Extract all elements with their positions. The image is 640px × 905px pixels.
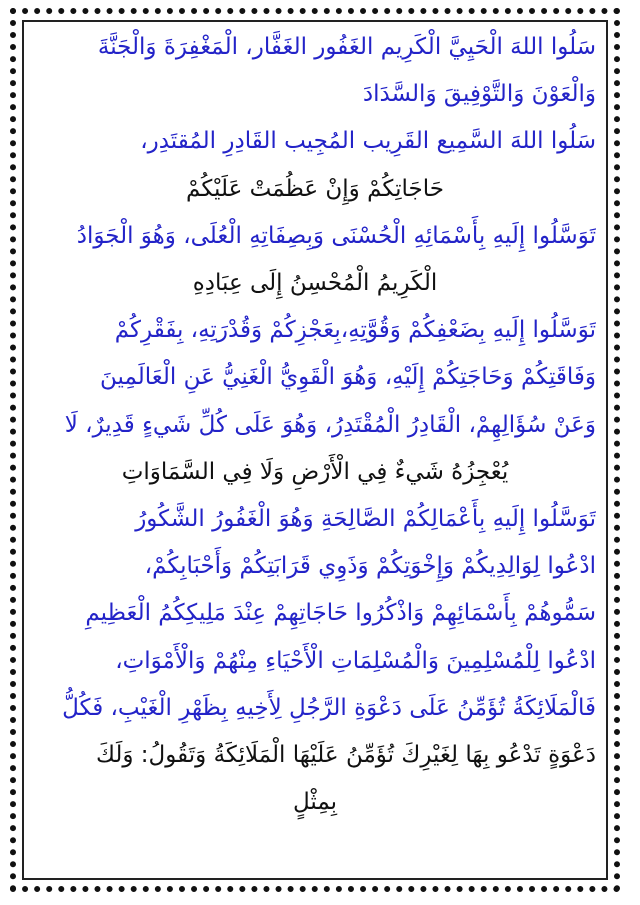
text-line-12: ادْعُوا لِوَالِدِيكُمْ وَإِخْوَتِكُمْ وَذَوِي قَرَابَتِكُمْ وَأَحْبَابِكُمْ،	[144, 553, 596, 580]
text-block	[34, 24, 596, 826]
text-line-13: سَمُّوهُمْ بِأَسْمَائِهِمْ وَاذْكُرُوا حَاجَاتِهِمْ عِنْدَ مَلِيكِكُمُ الْعَظِيمِ	[85, 600, 596, 627]
text-line-9: وَعَنْ سُؤَالِهِمْ، الْقَادِرُ الْمُقْتَدِرُ، وَهُوَ عَلَى كُلِّ شَيءٍ قَدِيرٌ، لَا	[64, 411, 596, 438]
text-line-1: سَلُوا اللهَ الْحَيِيَّ الْكَرِيم الغَفُور الغَفَّار، الْمَغْفِرَةَ وَالْجَنَّةَ	[97, 34, 596, 60]
text-line-3: سَلُوا اللهَ السَّمِيع القَرِيب المُجِيب القَادِرِ المُقتَدِر،	[140, 128, 596, 155]
text-line-4: حَاجَاتِكُمْ وَإِنْ عَظُمَتْ عَلَيْكُمْ	[186, 175, 444, 202]
text-line-15: فَالْمَلَائِكَةُ تُؤَمِّنُ عَلَى دَعْوَةِ الرَّجُلِ لِأَخِيهِ بِظَهْرِ الْغَيْبِ، فَكُلُّ	[62, 694, 596, 721]
text-line-14: ادْعُوا لِلْمُسْلِمِينَ وَالْمُسْلِمَاتِ الْأَحْيَاءِ مِنْهُمْ وَالْأَمْوَاتِ،	[115, 647, 596, 674]
text-line-5: تَوَسَّلُوا إِلَيهِ بِأَسْمَائِهِ الْحُسْنَى وَبِصِفَاتِهِ الْعُلَى، وَهُوَ الْجَوَادُ	[76, 222, 596, 249]
text-line-17: بِمِثْلٍ	[292, 789, 338, 816]
text-line-2: وَالْعَوْنَ وَالتَّوْفِيقَ وَالسَّدَادَ	[362, 81, 596, 108]
text-line-8: وَفَاقَتِكُمْ وَحَاجَتِكُمْ إِلَيْهِ، وَهُوَ الْقَوِيُّ الْغَنِيُّ عَنِ الْعَالَمِينَ	[100, 364, 596, 391]
text-line-7: تَوَسَّلُوا إِلَيهِ بِضَعْفِكُمْ وَقُوَّتِهِ،بِعَجْزِكُمْ وَقُدْرَتِهِ، بِفَقْرِكُمْ	[114, 317, 596, 344]
text-line-11: تَوَسَّلُوا إِلَيهِ بِأَعْمَالِكُمْ الصَّالِحَةِ وَهُوَ الْغَفُورُ الشَّكُورُ	[135, 506, 596, 533]
text-line-10: يُعْجِزُهُ شَيءٌ فِي الْأَرْضِ وَلَا فِي السَّمَاوَاتِ	[121, 458, 509, 485]
text-line-16: دَعْوَةٍ تَدْعُو بِهَا لِغَيْرِكَ تُؤَمِّنُ عَلَيْهَا الْمَلَائِكَةُ وَتَقُولُ: وَلَكَ	[95, 742, 596, 769]
text-line-6: الْكَرِيمُ الْمُحْسِنُ إِلَى عِبَادِهِ	[192, 270, 438, 297]
